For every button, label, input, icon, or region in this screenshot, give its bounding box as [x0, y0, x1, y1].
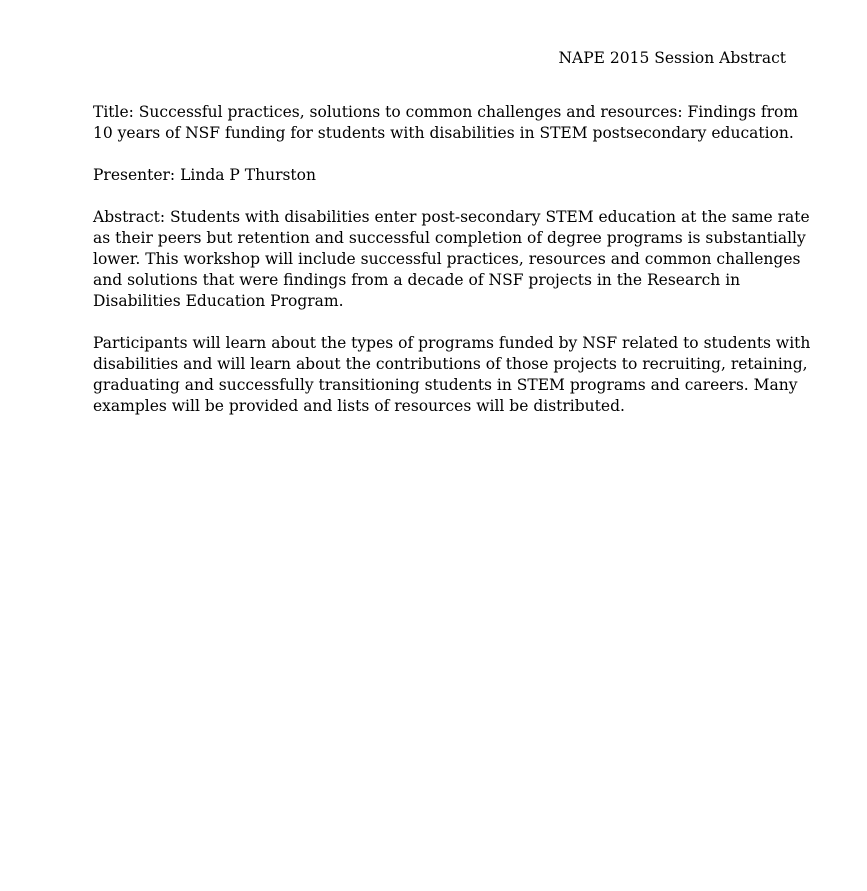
document-header: NAPE 2015 Session Abstract — [558, 49, 786, 67]
participants-line: graduating and successfully transitioning students in STEM programs and careers. Many — [93, 376, 798, 394]
title-line: 10 years of NSF funding for students with disabilities in STEM postsecondary education. — [93, 124, 794, 142]
presenter-line: Presenter: Linda P Thurston — [93, 166, 316, 184]
document-body — [93, 102, 811, 438]
title-line: Title: Successful practices, solutions to common challenges and resources: Findings from — [93, 103, 799, 121]
participants-paragraph — [93, 333, 811, 417]
participants-line: examples will be provided and lists of resources will be distributed. — [93, 397, 625, 415]
abstract-paragraph — [93, 207, 810, 312]
abstract-line: as their peers but retention and successful completion of degree programs is substantially — [93, 229, 806, 247]
participants-line: disabilities and will learn about the contributions of those projects to recruiting, retaining, — [93, 355, 808, 373]
abstract-line: and solutions that were findings from a decade of NSF projects in the Research in — [93, 271, 741, 289]
presenter-paragraph — [93, 165, 793, 186]
abstract-line: lower. This workshop will include successful practices, resources and common challenges — [93, 250, 801, 268]
title-paragraph — [93, 102, 799, 144]
participants-line: Participants will learn about the types of programs funded by NSF related to students with — [93, 334, 811, 352]
abstract-line: Disabilities Education Program. — [93, 292, 344, 310]
abstract-line: Abstract: Students with disabilities enter post-secondary STEM education at the same rate — [93, 208, 810, 226]
